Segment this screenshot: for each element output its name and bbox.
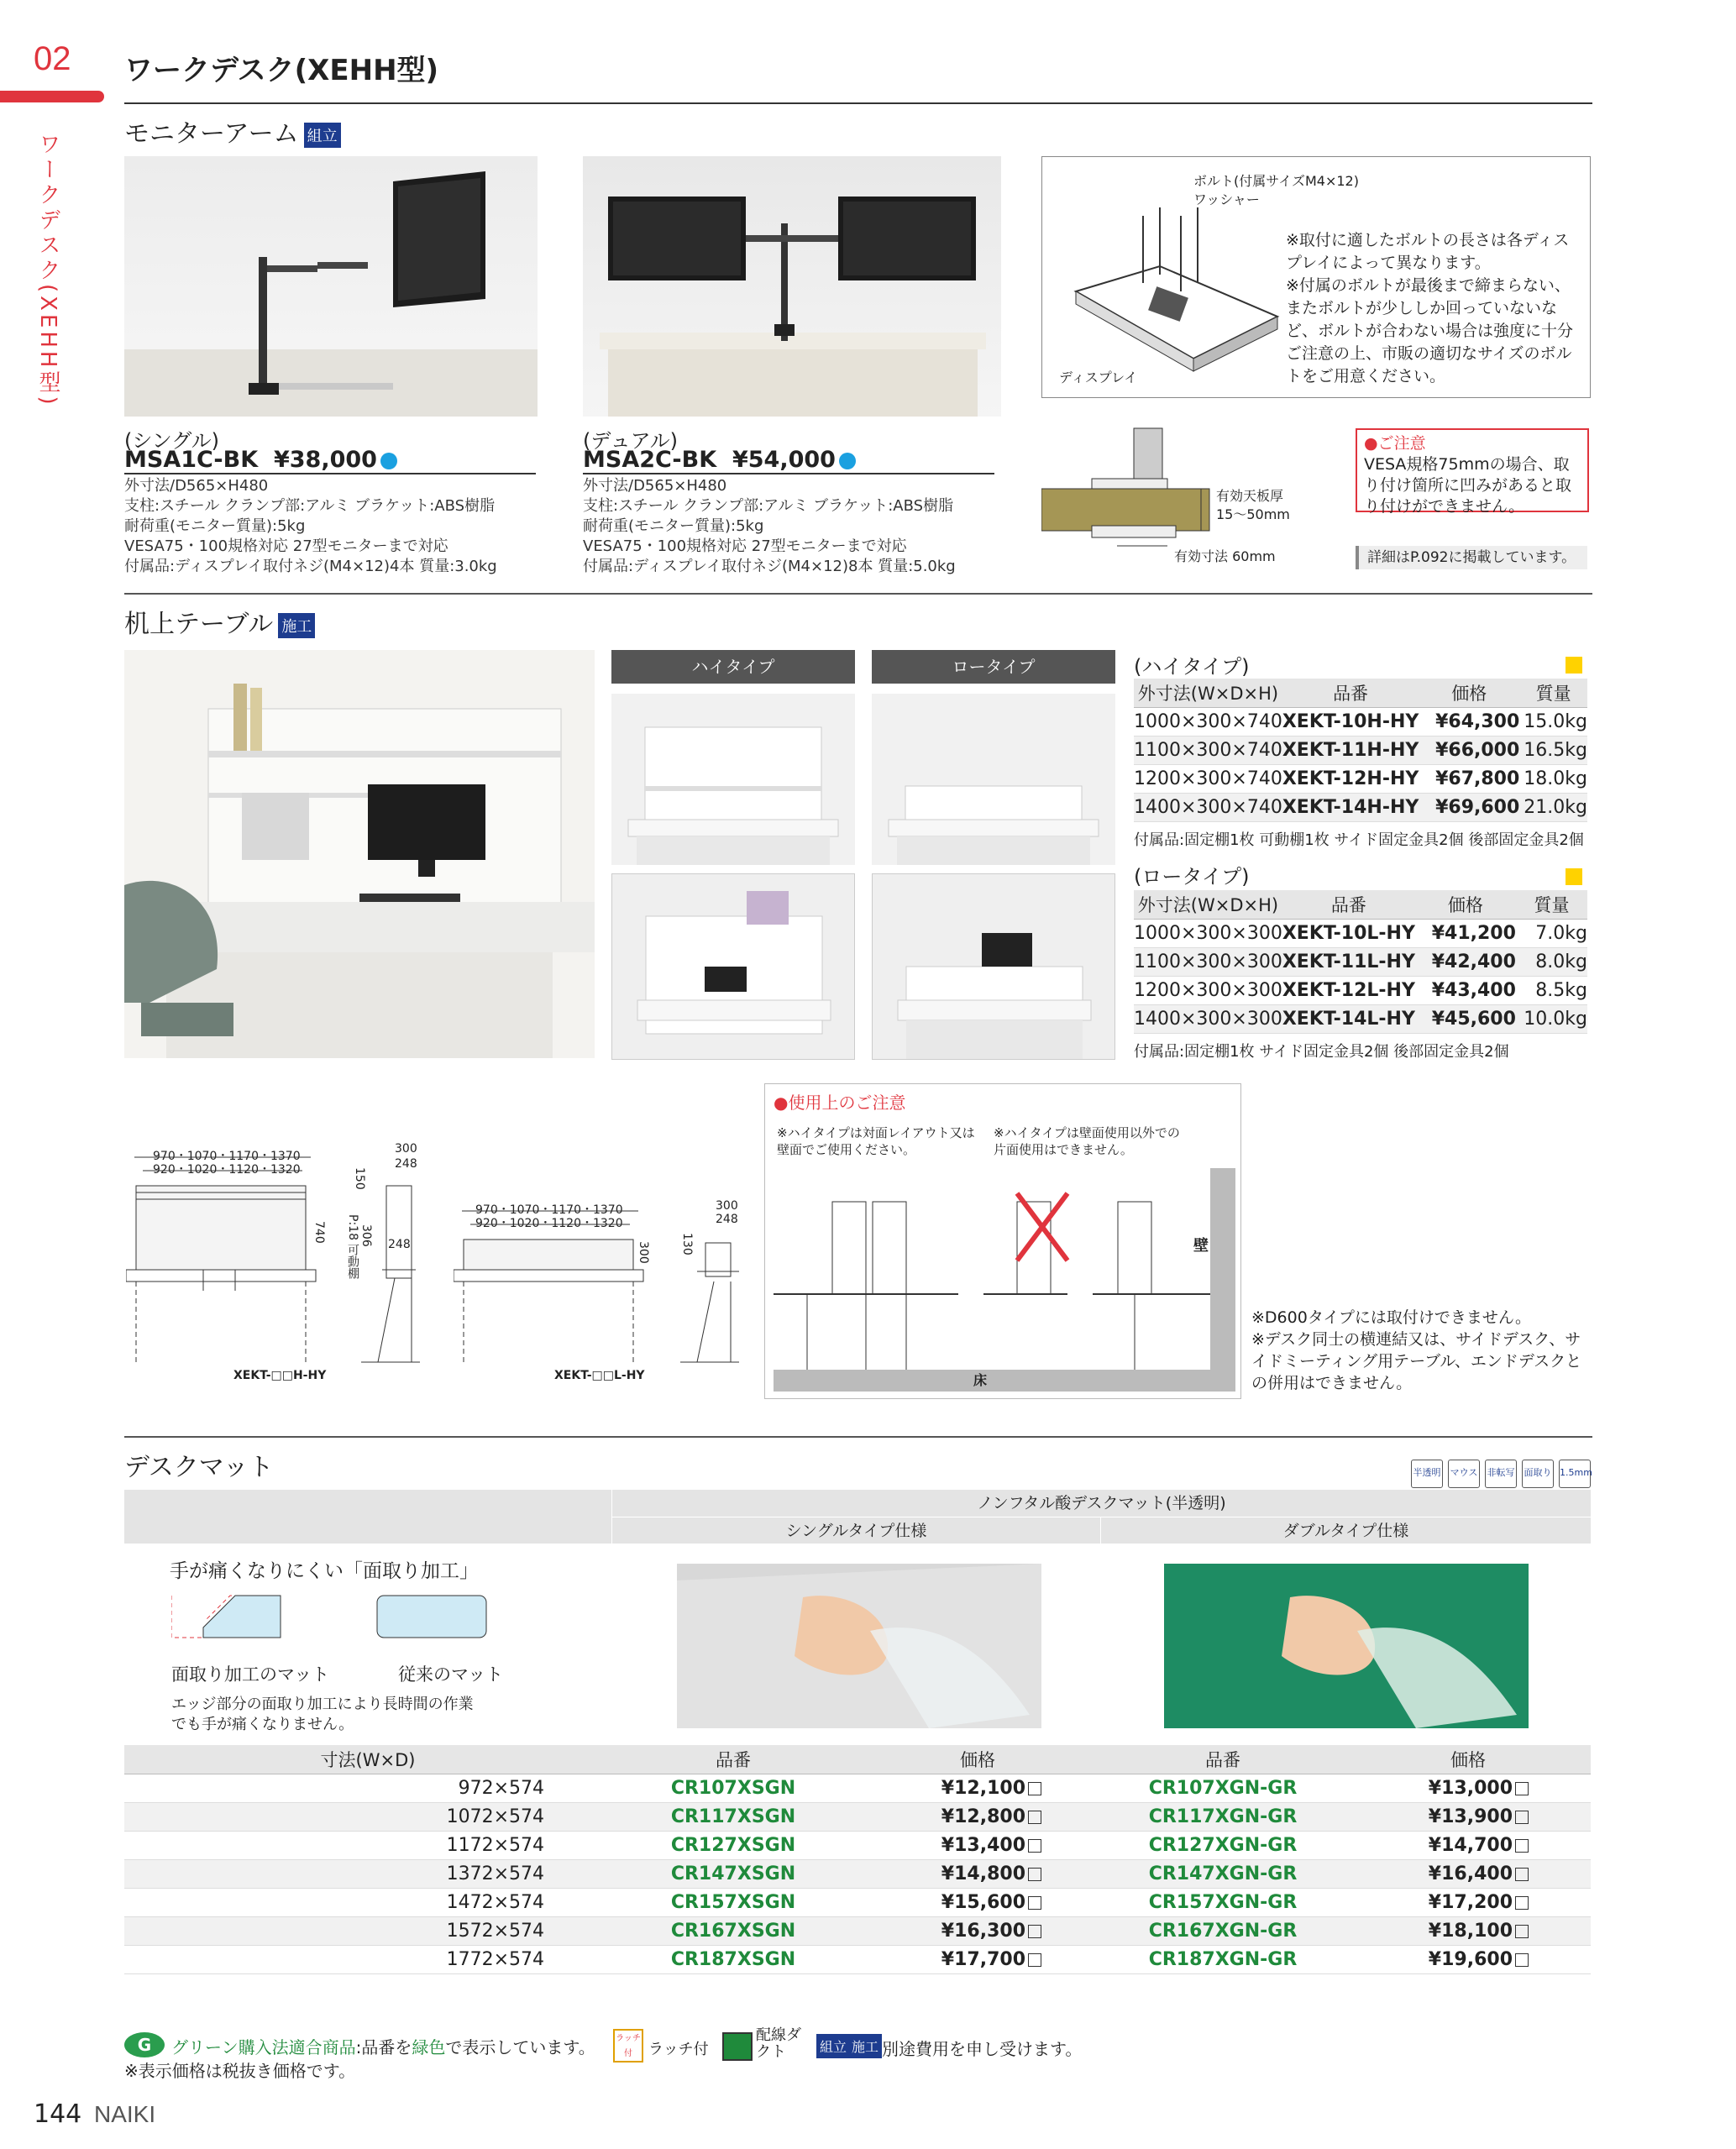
high-drawing-label: XEKT-□□H-HY [233,1369,327,1382]
table-cell: 1200×300×300 [1134,976,1282,1004]
high-type-table [1134,679,1587,822]
table-cell: XEKT-14H-HY [1282,793,1419,821]
col-header: 価格 [1345,1745,1591,1774]
thickness-text: 有効天板厚 [1216,488,1284,504]
spec-line: 外寸法/D565×H480 [583,477,727,495]
table-row [124,1888,1591,1916]
tag-thickness: 1.5mm [1559,1460,1591,1488]
thickness-range: 15〜50mm [1216,506,1290,522]
table-row [124,1774,1591,1802]
green-desc: で表示しています。 [445,2037,595,2057]
table-main-photo [124,650,595,1058]
table-row [124,1831,1591,1859]
spec-line: 支柱:スチール クランプ部:アルミ ブラケット:ABS樹脂 [583,497,954,515]
table-row [1134,707,1587,736]
dim-130: 130 [680,1233,694,1255]
single-spec [124,476,595,577]
usage-caution-box [764,1083,1241,1399]
green-word: 緑色 [412,2037,446,2057]
mat-header-left [124,1490,611,1544]
table-cell: ¥69,600 [1419,793,1519,821]
table-cell: 1772×574 [124,1945,611,1973]
vesa-notes [1286,229,1580,388]
dims-w1-h: 970・1070・1170・1370 [153,1150,301,1163]
dims-w2-l: 920・1020・1120・1320 [475,1217,623,1230]
col-header: 品番 [611,1745,855,1774]
table-cell: XEKT-11H-HY [1282,736,1419,764]
price-value: ¥15,600 [941,1891,1025,1913]
dual-type: (デュアル) [583,429,679,453]
dim-248-v: 248 [388,1238,411,1251]
dim-248-h: 248 [395,1157,417,1171]
col-header: 品番 [1282,679,1419,707]
spec-line: 外寸法/D565×H480 [124,477,269,495]
mat-header-double: ダブルタイプ仕様 [1100,1517,1591,1544]
price-cell [1345,1916,1591,1945]
table-row [1134,736,1587,764]
install-badge: 施工 [278,613,315,638]
monitor-section-title: モニターアーム 組立 [124,113,341,149]
table-cell: 972×574 [124,1774,611,1802]
price-value: ¥19,600 [1428,1948,1513,1970]
table-cell: CR147XSGN [611,1859,855,1888]
table-cell: 10.0kg [1516,1004,1587,1033]
tag-chamfer: 面取り [1522,1460,1554,1488]
col-header: 価格 [855,1745,1100,1774]
price-value: ¥17,200 [1428,1891,1513,1913]
price-cell [1345,1859,1591,1888]
high-table-note: 付属品:固定棚1枚 可動棚1枚 サイド固定金具2個 後部固定金具2個 [1134,831,1584,849]
table-cell: CR157XGN-GR [1100,1888,1345,1916]
spec-line: VESA75・100規格対応 27型モニターまで対応 [583,537,907,555]
mat-section-title: デスクマット [124,1453,274,1482]
price-cell [1345,1774,1591,1802]
side-label: ワークデスク(XEHH型) [35,133,60,408]
col-header: 外寸法(W×D×H) [1134,890,1282,919]
table-cell: CR117XSGN [611,1802,855,1831]
accent-tab [0,91,104,102]
low-type-photo [872,694,1115,865]
table-cell: 1172×574 [124,1831,611,1859]
table-cell: CR127XGN-GR [1100,1831,1345,1859]
tax-note: ※表示価格は税抜き価格です。 [124,2061,356,2081]
floor-label: 床 [973,1372,988,1388]
price-cell [1345,1831,1591,1859]
side-note: ※D600タイプには取付けできません。 [1251,1308,1532,1327]
single-type: (シングル) [124,429,219,453]
yellow-square-icon [1566,868,1582,885]
table-cell: CR157XSGN [611,1888,855,1916]
dim-300-v: 300 [637,1241,650,1264]
bolt-label: ボルト(付属サイズM4×12) [1193,173,1359,189]
table-cell: 1400×300×740 [1134,793,1282,821]
dim-248-l: 248 [716,1213,738,1226]
table-cell: ¥43,400 [1415,976,1516,1004]
green-note [171,2034,595,2058]
col-header: 品番 [1100,1745,1345,1774]
checkbox-icon [1515,1811,1529,1824]
dims-w1-l: 970・1070・1170・1370 [475,1203,623,1217]
vesa-note: ※付属のボルトが最後まで締まらない、またボルトが少ししか回っていないなど、ボルトが合わない場合は強度に十分ご注意の上、市販の適切なサイズのボルトをご用意ください。 [1286,276,1574,385]
page-number-label: 02 [34,40,71,77]
table-cell: CR117XGN-GR [1100,1802,1345,1831]
dual-spec [583,476,1053,577]
table-cell: 1400×300×300 [1134,1004,1282,1033]
checkbox-icon [1515,1896,1529,1910]
normal-label: 従来のマット [398,1664,504,1685]
price-cell [1345,1888,1591,1916]
green-label: グリーン購入法適合商品 [171,2037,356,2057]
latch-label: ラッチ付 [648,2041,709,2058]
table-row [124,1945,1591,1973]
price-value: ¥18,100 [1428,1920,1513,1942]
table-cell: CR167XSGN [611,1916,855,1945]
table-cell: 18.0kg [1519,764,1587,793]
wall-label: 壁 [1193,1237,1209,1255]
table-cell: 1200×300×740 [1134,764,1282,793]
price-cell [855,1802,1100,1831]
high-table-title: (ハイタイプ) [1134,655,1250,679]
col-header: 寸法(W×D) [124,1745,611,1774]
caution-text: VESA規格75mmの場合、取り付け箇所に凹みがあると取り付けができません。 [1364,455,1572,516]
blue-dot-icon [380,453,397,469]
checkbox-icon [1515,1839,1529,1853]
table-cell: 1472×574 [124,1888,611,1916]
extra-fee: 別途費用を申し受けます。 [882,2039,1083,2059]
dim-300-l: 300 [716,1199,738,1213]
checkbox-icon [1515,1782,1529,1795]
usage-note-2: ※ハイタイプは壁面使用以外での片面使用はできません。 [994,1125,1180,1157]
checkbox-icon [1028,1782,1041,1795]
single-model-rule [124,473,536,474]
effective-label: 有効寸法 60mm [1174,548,1276,564]
table-cell: XEKT-14L-HY [1282,1004,1415,1033]
table-row [124,1859,1591,1888]
price-value: ¥13,000 [1428,1777,1513,1799]
single-model: MSA1C-BK ¥38,000 [124,447,397,473]
table-row [1134,976,1587,1004]
caution-box [1356,428,1589,516]
caution-title: ●ご注意 [1364,434,1426,453]
checkbox-icon [1028,1896,1041,1910]
table-cell: CR147XGN-GR [1100,1859,1345,1888]
washer-label: ワッシャー [1193,191,1260,207]
checkbox-icon [1515,1868,1529,1881]
high-type-scene-photo [611,873,855,1060]
table-cell: ¥45,600 [1415,1004,1516,1033]
price-value: ¥14,800 [941,1863,1025,1884]
mat-table [124,1745,1591,1974]
table-cell: XEKT-12H-HY [1282,764,1419,793]
spec-line: 耐荷重(モニター質量):5kg [124,517,306,535]
table-cell: 15.0kg [1519,707,1587,736]
table-row [1134,1004,1587,1033]
header-rule [124,102,1592,104]
thickness-label [1216,487,1290,524]
usage-note-1: ※ハイタイプは対面レイアウト又は壁面でご使用ください。 [777,1125,975,1157]
table-cell: CR127XSGN [611,1831,855,1859]
vesa-note: ※取付に適したボルトの長さは各ディスプレイによって異なります。 [1286,231,1570,272]
tab-high-type: ハイタイプ [611,650,855,684]
price-value: ¥16,300 [941,1920,1025,1942]
table-cell: 8.5kg [1516,976,1587,1004]
table-cell: CR187XGN-GR [1100,1945,1345,1973]
table-cell: 1072×574 [124,1802,611,1831]
green-purchase-icon: G [124,2032,165,2057]
spec-line: 支柱:スチール クランプ部:アルミ ブラケット:ABS樹脂 [124,497,496,515]
tag-no-transfer: 非転写 [1485,1460,1517,1488]
table-cell: ¥64,300 [1419,707,1519,736]
checkbox-icon [1028,1953,1041,1967]
chamfer-desc: エッジ部分の面取り加工により長時間の作業でも手が痛くなりません。 [171,1696,474,1733]
table-cell: CR187XSGN [611,1945,855,1973]
price-value: ¥13,400 [941,1834,1025,1856]
dual-model: MSA2C-BK ¥54,000 [583,447,856,473]
table-cell: XEKT-11L-HY [1282,947,1415,976]
price-value: ¥12,100 [941,1777,1025,1799]
table-cell: 1100×300×740 [1134,736,1282,764]
table-cell: XEKT-12L-HY [1282,976,1415,1004]
price-value: ¥16,400 [1428,1863,1513,1884]
detail-ref: 詳細はP.092に掲載しています。 [1356,546,1587,569]
price-cell [855,1945,1100,1973]
table-row [1134,947,1587,976]
table-cell: XEKT-10H-HY [1282,707,1419,736]
dim-pitch: P:18 可動棚 [346,1214,359,1280]
col-header: 品番 [1282,890,1415,919]
spec-line: VESA75・100規格対応 27型モニターまで対応 [124,537,448,555]
price-value: ¥13,900 [1428,1806,1513,1827]
mat-header-single: シングルタイプ仕様 [611,1517,1100,1544]
table-cell: XEKT-10L-HY [1282,919,1415,947]
col-header: 価格 [1415,890,1516,919]
table-cell: 21.0kg [1519,793,1587,821]
table-cell: 1572×574 [124,1916,611,1945]
spec-line: 付属品:ディスプレイ取付ネジ(M4×12)8本 質量:5.0kg [583,558,956,575]
dim-300-h: 300 [395,1142,417,1156]
table-row [1134,764,1587,793]
tag-translucent: 半透明 [1411,1460,1443,1488]
checkbox-icon [1028,1839,1041,1853]
table-cell: ¥42,400 [1415,947,1516,976]
dim-150: 150 [353,1167,366,1190]
table-cell: CR167XGN-GR [1100,1916,1345,1945]
col-header: 外寸法(W×D×H) [1134,679,1282,707]
dims-w2-h: 920・1020・1120・1320 [153,1163,301,1177]
table-cell: 1000×300×740 [1134,707,1282,736]
price-value: ¥12,800 [941,1806,1025,1827]
low-type-scene-photo [872,873,1115,1060]
col-header: 質量 [1516,890,1587,919]
price-cell [855,1859,1100,1888]
price-value: ¥14,700 [1428,1834,1513,1856]
section-rule [124,593,1592,595]
single-arm-photo [124,156,538,417]
display-label: ディスプレイ [1059,370,1138,385]
table-row [124,1802,1591,1831]
page-title: ワークデスク(XEHH型) [124,54,439,87]
table-cell: 1100×300×300 [1134,947,1282,976]
dim-740: 740 [312,1221,326,1244]
assembly-badge: 組立 [304,123,341,148]
table-cell: 16.5kg [1519,736,1587,764]
blue-dot-icon [839,453,856,469]
high-type-photo [611,694,855,865]
low-table-note: 付属品:固定棚1枚 サイド固定金具2個 後部固定金具2個 [1134,1043,1509,1061]
price-cell [1345,1945,1591,1973]
dim-306: 306 [359,1224,373,1247]
green-desc: :品番を [355,2037,412,2057]
table-row [124,1916,1591,1945]
checkbox-icon [1028,1811,1041,1824]
spec-line: 耐荷重(モニター質量):5kg [583,517,764,535]
table-cell: CR107XGN-GR [1100,1774,1345,1802]
section-rule [124,1436,1592,1438]
table-row [1134,919,1587,947]
checkbox-icon [1028,1868,1041,1881]
low-table-title: (ロータイプ) [1134,865,1250,888]
tab-low-type: ロータイプ [872,650,1115,684]
tag-mouse: マウス [1448,1460,1480,1488]
assembly-badge-footer: 組立 [816,2034,850,2058]
low-type-table [1134,890,1587,1034]
checkbox-icon [1028,1925,1041,1938]
table-cell: 8.0kg [1516,947,1587,976]
table-cell: ¥66,000 [1419,736,1519,764]
page-number: 144 [34,2099,82,2129]
vesa-diagram-box [1041,156,1591,398]
table-cell: 1000×300×300 [1134,919,1282,947]
double-mat-photo [1164,1564,1529,1728]
price-cell [1345,1802,1591,1831]
checkbox-icon [1515,1925,1529,1938]
table-cell: CR107XSGN [611,1774,855,1802]
single-mat-photo [677,1564,1041,1728]
col-header: 質量 [1519,679,1587,707]
high-type-drawing [126,1144,445,1371]
spec-line: 付属品:ディスプレイ取付ネジ(M4×12)4本 質量:3.0kg [124,558,497,575]
table-side-notes [1251,1307,1587,1394]
price-value: ¥17,700 [941,1948,1025,1970]
usage-title: ●使用上のご注意 [774,1093,906,1113]
table-section-title: 机上テーブル 施工 [124,603,315,640]
table-cell: ¥67,800 [1419,764,1519,793]
chamfer-label: 面取り加工のマット [171,1664,330,1685]
low-drawing-label: XEKT-□□L-HY [554,1369,645,1382]
duct-label: 配線ダクト [756,2026,801,2061]
table-cell: ¥41,200 [1415,919,1516,947]
chamfer-title: 手が痛くなりにくい「面取り加工」 [170,1560,479,1582]
mat-header-top: ノンフタル酸デスクマット(半透明) [611,1490,1591,1517]
checkbox-icon [1515,1953,1529,1967]
dual-model-rule [583,473,994,474]
brand: NAIKI [94,2101,156,2127]
price-cell [855,1916,1100,1945]
chamfer-illustration [171,1587,541,1646]
yellow-square-icon [1566,657,1582,674]
col-header: 価格 [1419,679,1519,707]
duct-icon [722,2032,753,2061]
table-row [1134,793,1587,821]
price-cell [855,1774,1100,1802]
side-note: ※デスク同士の横連結又は、サイドデスク、サイドミーティング用テーブル、エンドデスクとの併用はできません。 [1251,1330,1582,1392]
table-cell: 7.0kg [1516,919,1587,947]
install-badge-footer: 施工 [848,2034,882,2058]
latch-icon: ラッチ付 [613,2029,643,2063]
price-cell [855,1888,1100,1916]
table-cell: 1372×574 [124,1859,611,1888]
dual-arm-photo [583,156,1001,417]
price-cell [855,1831,1100,1859]
